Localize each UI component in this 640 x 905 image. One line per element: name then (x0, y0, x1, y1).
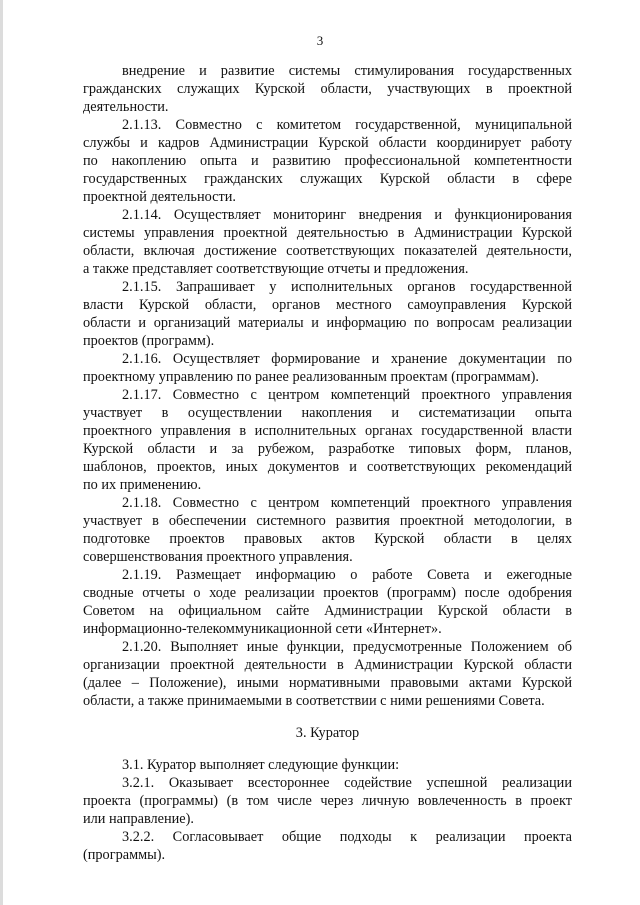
text-line: организации проектной деятельности в Администрации Курской области (83, 657, 572, 673)
text-line: 2.1.14. Осуществляет мониторинг внедрения и функционирования (122, 207, 572, 223)
paragraph (83, 386, 572, 494)
text-line: участвует в осуществлении накопления и систематизации опыта (83, 405, 572, 421)
text-line: участвует в обеспечении системного развития проектной методологии, в (83, 513, 572, 529)
text-line: проектной деятельности. (83, 189, 236, 205)
paragraph (83, 350, 572, 386)
text-line: Курской области и за рубежом, разработке типовых форм, планов, (83, 441, 572, 457)
text-line: или направление). (83, 811, 194, 827)
text-line: 2.1.16. Осуществляет формирование и хранение документации по (122, 351, 572, 367)
text-line: сводные отчеты о ходе реализации проектов (программ) после одобрения (83, 585, 572, 601)
paragraph (83, 116, 572, 206)
text-line: власти Курской области, органов местного самоуправления Курской (83, 297, 572, 313)
text-line: 3.1. Куратор выполняет следующие функции: (122, 757, 400, 773)
paragraph (83, 638, 572, 710)
text-line: 3.2.2. Согласовывает общие подходы к реализации проекта (122, 829, 572, 845)
page-number: 3 (316, 33, 324, 48)
text-line: Советом на официальном сайте Администрации Курской области в (83, 603, 572, 619)
text-line: (далее – Положение), иными нормативными правовыми актами Курской (83, 675, 572, 691)
text-line: проектного управления в исполнительных органах государственной власти (83, 423, 572, 439)
text-line: а также представляет соответствующие отчеты и предложения. (83, 261, 469, 277)
paragraph (83, 278, 572, 350)
text-line: по их применению. (83, 477, 202, 493)
text-line: гражданских служащих Курской области, участвующих в проектной (83, 81, 572, 97)
paragraph (83, 828, 572, 864)
text-line: шаблонов, проектов, иных документов и соответствующих рекомендаций (83, 459, 572, 475)
scan-edge (0, 0, 3, 905)
text-line: по накоплению опыта и развитию профессиональной компетентности (83, 153, 572, 169)
text-line: 2.1.15. Запрашивает у исполнительных органов государственной (122, 279, 572, 295)
text-line: проектов (программ). (83, 333, 215, 349)
text-line: деятельности. (83, 99, 169, 115)
spacer (83, 742, 572, 756)
paragraph (83, 566, 572, 638)
text-line: проектному управлению по ранее реализованным проектам (программам). (83, 369, 539, 385)
paragraph (83, 494, 572, 566)
document-body (83, 62, 572, 864)
text-line: 2.1.13. Совместно с комитетом государственной, муниципальной (122, 117, 572, 133)
paragraph (83, 62, 572, 116)
text-line: проекта (программы) (в том числе через личную вовлеченность в проект (83, 793, 572, 809)
text-line: системы управления проектной деятельностью в Администрации Курской (83, 225, 572, 241)
text-line: подготовке проектов правовых актов Курской области в целях (83, 531, 572, 547)
text-line: информационно-телекоммуникационной сети «Интернет». (83, 621, 442, 637)
text-line: 2.1.17. Совместно с центром компетенций проектного управления (122, 387, 572, 403)
text-line: государственных гражданских служащих Курской области в сфере (83, 171, 572, 187)
text-line: внедрение и развитие системы стимулирования государственных (122, 63, 572, 79)
text-line: службы и кадров Администрации Курской области координирует работу (83, 135, 572, 151)
paragraph (83, 774, 572, 828)
paragraph (83, 756, 572, 774)
text-line: 3.2.1. Оказывает всестороннее содействие успешной реализации (122, 775, 572, 791)
text-line: 2.1.18. Совместно с центром компетенций проектного управления (122, 495, 572, 511)
text-line: (программы). (83, 847, 166, 863)
text-line: 2.1.20. Выполняет иные функции, предусмотренные Положением об (122, 639, 572, 655)
text-line: 2.1.19. Размещает информацию о работе Совета и ежегодные (122, 567, 572, 583)
section-heading: 3. Куратор (295, 725, 360, 741)
text-line: совершенствования проектного управления. (83, 549, 353, 565)
text-line: области, включая достижение соответствующих показателей деятельности, (83, 243, 572, 259)
spacer (83, 710, 572, 724)
text-line: области, а также принимаемыми в соответствии с ними решениями Совета. (83, 693, 545, 709)
paragraph (83, 206, 572, 278)
text-line: области и организаций материалы и информацию по вопросам реализации (83, 315, 572, 331)
